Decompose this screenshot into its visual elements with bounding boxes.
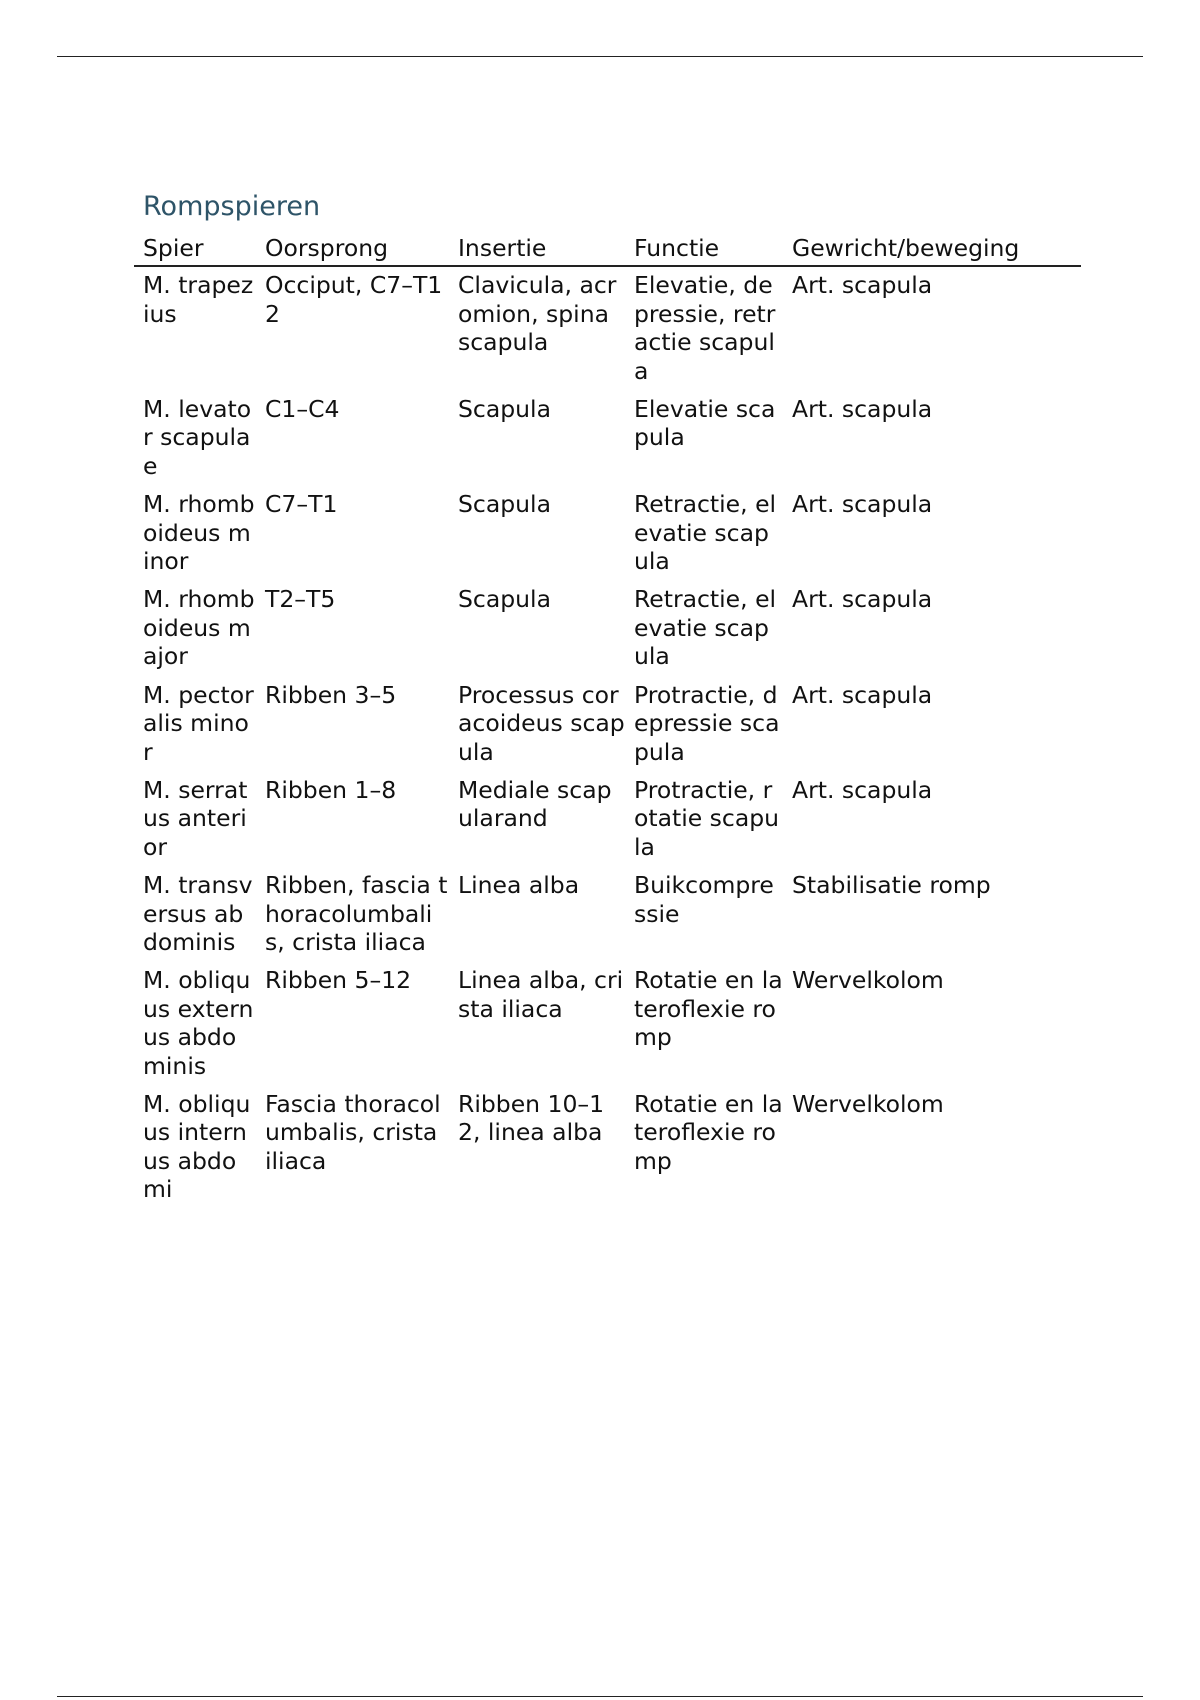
cell-gewricht: Stabilisatie romp [792,871,991,900]
column-header-spier: Spier [134,234,256,266]
table-row [134,1087,1081,1211]
cell-gewricht: Wervelkolom [792,1089,944,1118]
table-row [134,678,1081,773]
cell-spier: M. rhomboideus major [143,585,255,671]
cell-oorsprong: Occiput, C7–T12 [265,271,443,328]
table-row [134,392,1081,487]
cell-insertie: Scapula [458,585,551,614]
cell-spier: M. obliquus externus abdominis [143,966,254,1080]
cell-gewricht: Art. scapula [792,775,933,804]
table-row [134,773,1081,868]
cell-spier: M. levator scapulae [143,395,252,480]
cell-oorsprong: C1–C4 [265,395,340,424]
cell-functie: Retractie, elevatie scapula [634,585,777,671]
cell-spier: M. serratus anterior [143,775,248,861]
muscle-table-container [134,234,1081,1211]
column-header-gewricht-beweging: Gewricht/beweging [783,234,1081,266]
cell-insertie: Clavicula, acromion, spina scapula [458,271,617,357]
cell-oorsprong: Ribben 3–5 [265,680,397,709]
section-heading: Rompspieren [143,191,321,222]
cell-gewricht: Art. scapula [792,490,933,519]
cell-spier: M. obliquus internus abdomi [143,1089,251,1204]
cell-oorsprong: Ribben, fascia thoracolumbalis, crista iliaca [265,871,448,956]
cell-insertie: Processus coracoideus scapula [458,680,625,766]
cell-spier: M. transversus abdominis [143,871,253,956]
cell-oorsprong: Ribben 1–8 [265,775,397,804]
cell-functie: Protractie, rotatie scapula [634,775,780,861]
cell-functie: Buikcompressie [634,871,774,928]
cell-functie: Rotatie en lateroflexie romp [634,966,783,1052]
table-header-row [134,234,1081,266]
muscle-table [134,234,1081,1211]
page-header-rule [57,56,1143,57]
cell-gewricht: Art. scapula [792,271,933,300]
cell-oorsprong: C7–T1 [265,490,338,519]
column-header-oorsprong: Oorsprong [256,234,449,266]
cell-insertie: Mediale scapularand [458,775,612,833]
cell-gewricht: Wervelkolom [792,966,944,995]
cell-insertie: Linea alba [458,871,580,900]
column-header-insertie: Insertie [449,234,625,266]
cell-gewricht: Art. scapula [792,395,933,424]
cell-spier: M. pectoralis minor [143,680,254,766]
cell-functie: Rotatie en lateroflexie romp [634,1089,783,1175]
cell-gewricht: Art. scapula [792,585,933,614]
cell-functie: Elevatie scapula [634,395,776,452]
cell-functie: Protractie, depressie scapula [634,680,780,766]
cell-insertie: Ribben 10–12, linea alba [458,1089,605,1147]
cell-oorsprong: Fascia thoracolumbalis, crista iliaca [265,1089,441,1175]
cell-oorsprong: T2–T5 [265,585,336,614]
cell-spier: M. rhomboideus minor [143,490,255,576]
cell-insertie: Scapula [458,395,551,424]
table-row [134,266,1081,392]
table-row [134,868,1081,963]
table-row [134,963,1081,1087]
cell-spier: M. trapezius [143,271,254,328]
cell-gewricht: Art. scapula [792,680,933,709]
cell-functie: Elevatie, depressie, retractie scapula [634,271,776,385]
page-footer-rule [57,1696,1143,1697]
cell-insertie: Linea alba, crista iliaca [458,966,624,1023]
cell-insertie: Scapula [458,490,551,519]
column-header-functie: Functie [625,234,783,266]
table-row [134,487,1081,582]
table-row [134,582,1081,677]
cell-oorsprong: Ribben 5–12 [265,966,412,995]
cell-functie: Retractie, elevatie scapula [634,490,777,576]
